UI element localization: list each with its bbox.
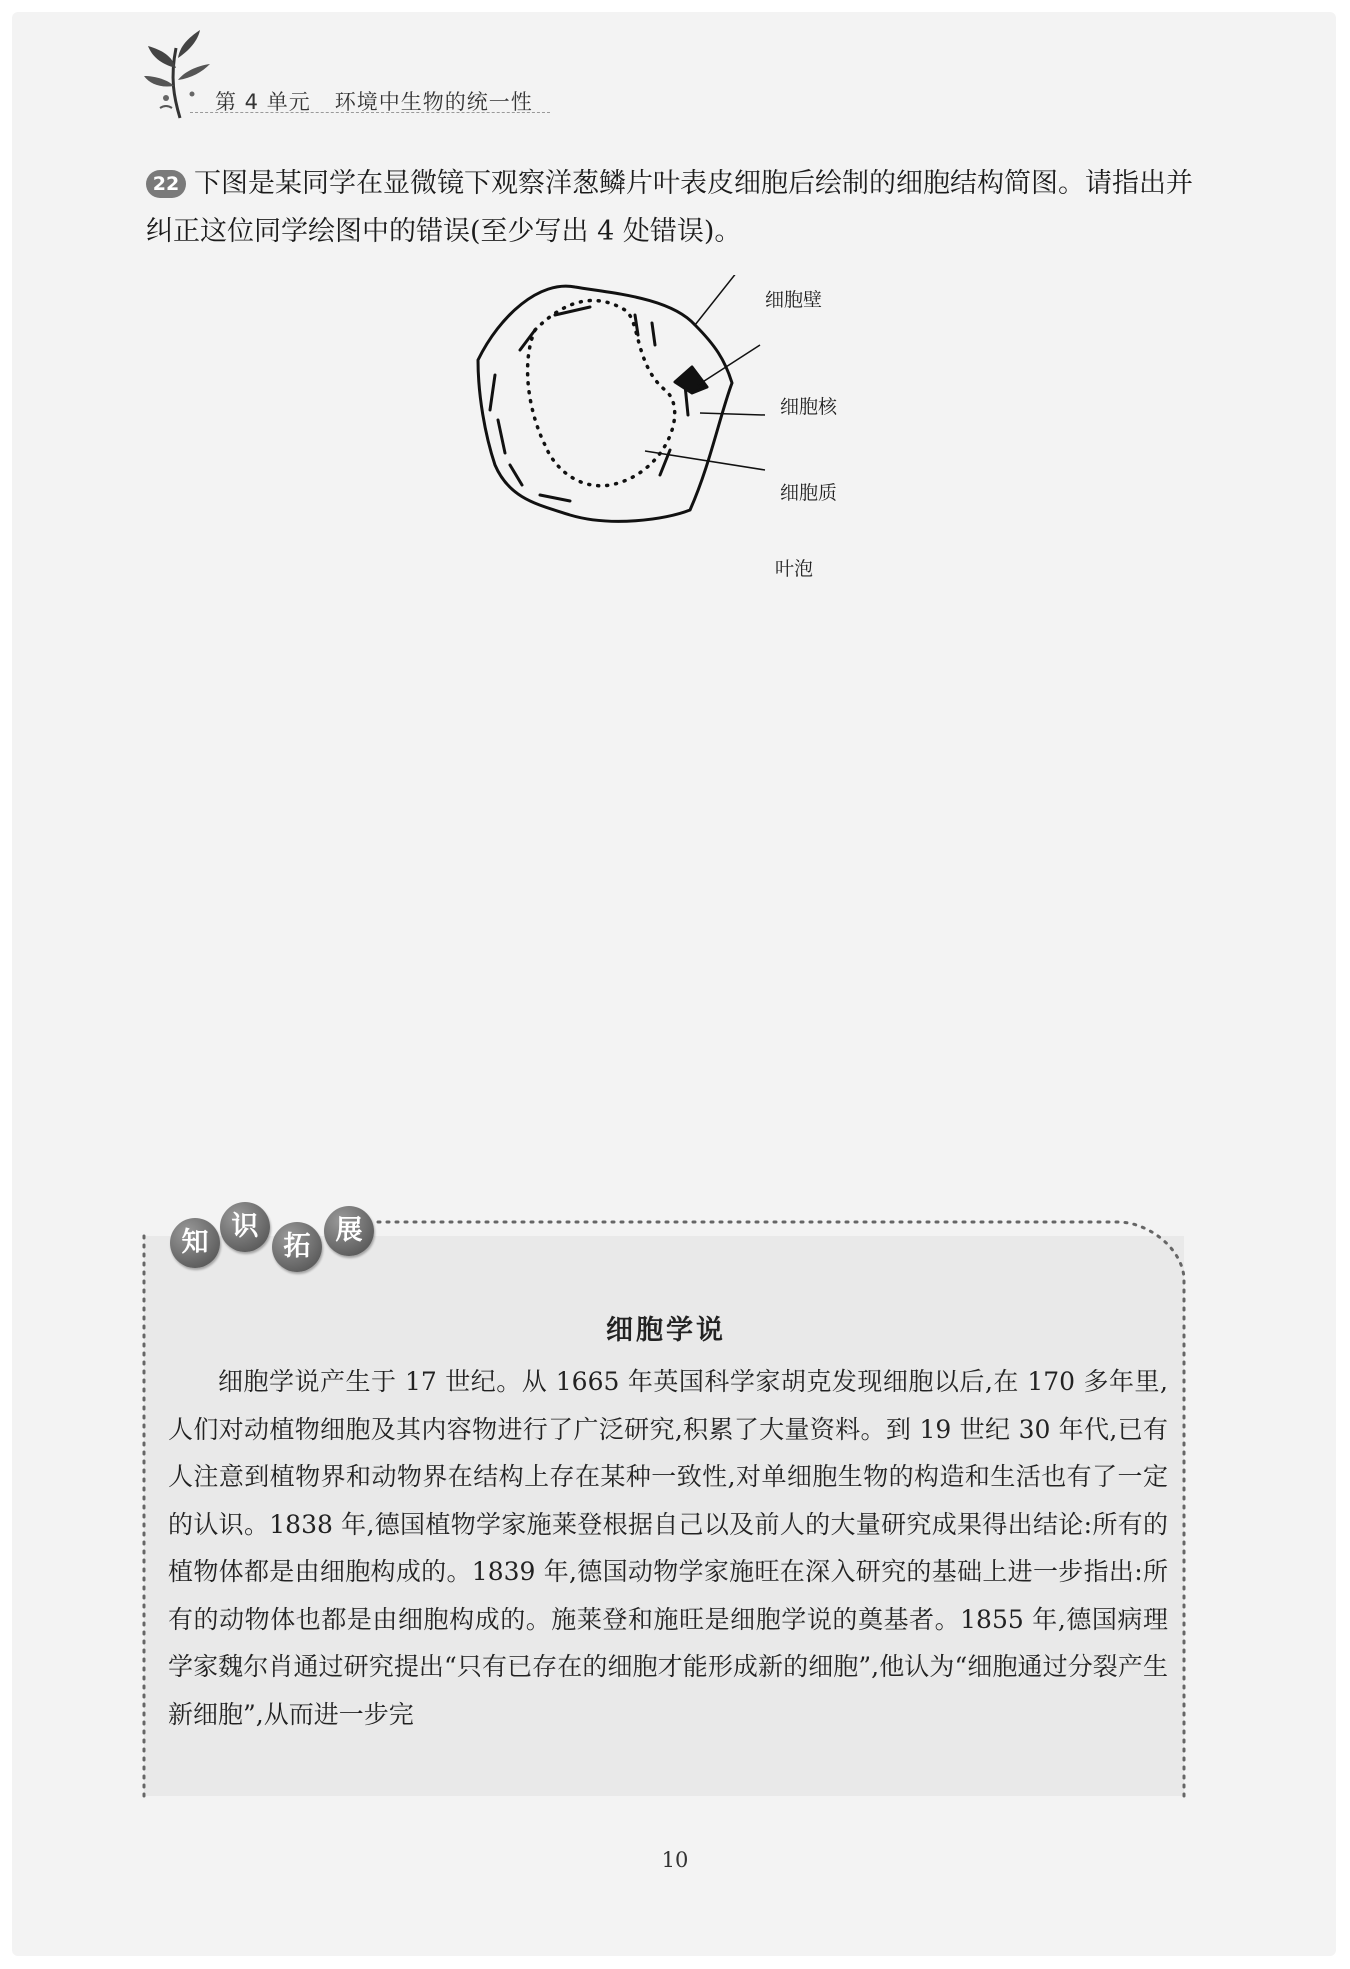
knowledge-title: 细胞学说: [606, 1315, 726, 1346]
knowledge-badge: [170, 1190, 410, 1290]
label-cell-wall: 细胞壁: [765, 289, 823, 311]
question-text: 下图是某同学在显微镜下观察洋葱鳞片叶表皮细胞后绘制的细胞结构简图。请指出并纠正这位同学绘图中的错误(至少写出 4 处错误)。: [146, 168, 1193, 247]
sprout-logo-icon: [140, 28, 220, 123]
onion-cell-diagram: [460, 275, 880, 635]
knowledge-body: [168, 1358, 1168, 1738]
cell-drawing: [460, 275, 880, 635]
label-nucleus: 细胞核: [780, 396, 838, 418]
question-number-badge: 22: [146, 170, 186, 198]
badge-char: 识: [220, 1202, 270, 1252]
badge-char: 展: [324, 1206, 374, 1256]
badge-char: 拓: [272, 1222, 322, 1272]
badge-char: 知: [170, 1218, 220, 1268]
unit-number: 第 4 单元: [215, 90, 311, 114]
unit-title: 环境中生物的统一性: [334, 90, 533, 114]
label-cytoplasm: 细胞质: [780, 482, 838, 504]
label-vacuole: 叶泡: [775, 558, 814, 580]
knowledge-extension-box: [138, 1211, 1194, 1800]
knowledge-paragraph: 细胞学说产生于 17 世纪。从 1665 年英国科学家胡克发现细胞以后,在 170 多年里,人们对动植物细胞及其内容物进行了广泛研究,积累了大量资料。到 19 世纪 30 年代,已有人注意到植物界和动物界在结构上存在某种一致性,对单细胞生物的构造和生活也有了一定的认识。1838 年,德国植物学家施莱登根据自己以及前人的大量研究成果得出结论:所有的植物体都是由细胞构成的。1839 年,德国动物学家施旺在深入研究的基础上进一步指出:所有的动物体也都是由细胞构成的。施莱登和施旺是细胞学说的奠基者。1855 年,德国病理学家魏尔肖通过研究提出“只有已存在的细胞才能形成新的细胞”,他认为“细胞通过分裂产生新细胞”,从而进一步完: [168, 1367, 1168, 1729]
question-22: [146, 160, 1206, 256]
page-number: 10: [661, 1848, 689, 1872]
header-divider: [190, 112, 550, 114]
